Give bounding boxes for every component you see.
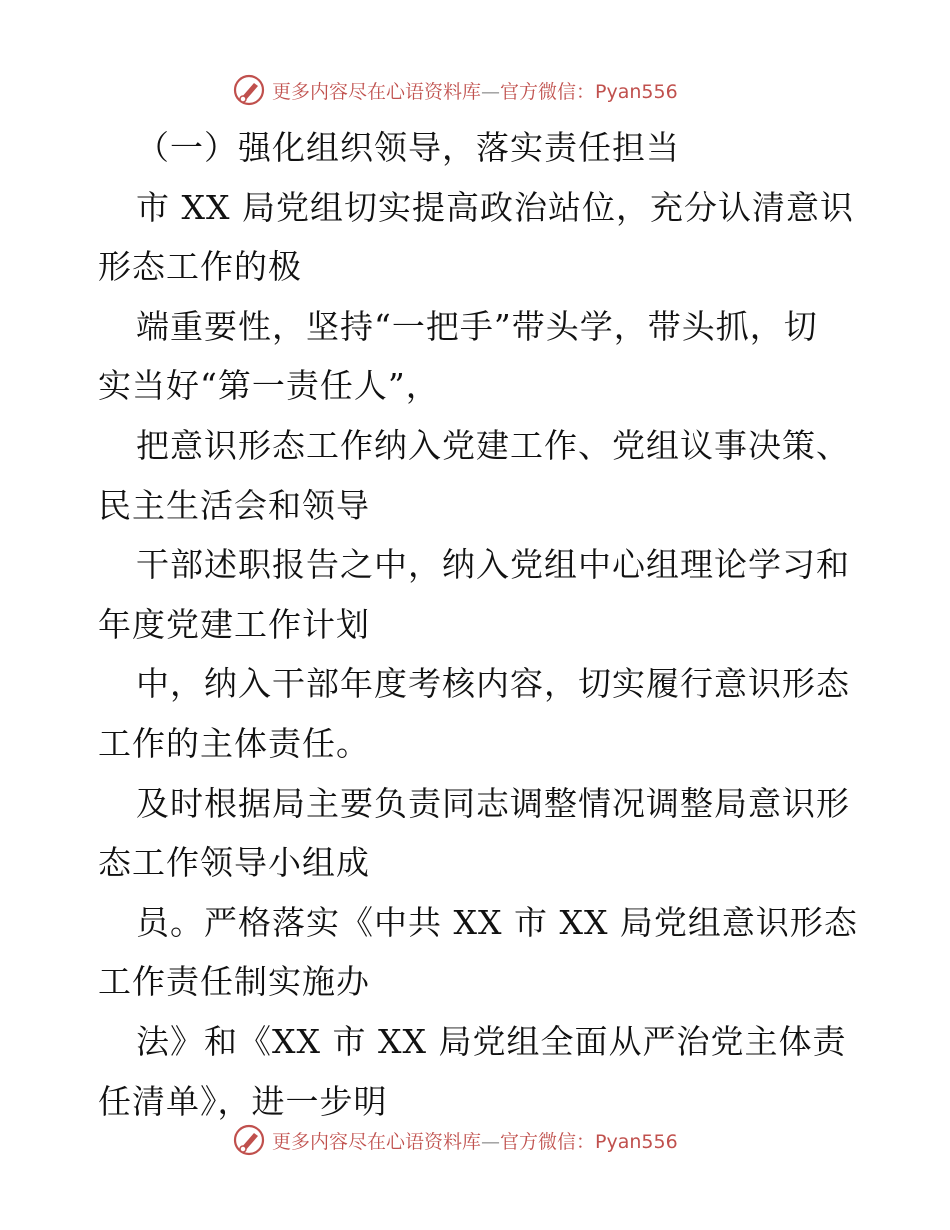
paragraph-line: 端重要性，坚持“一把手”带头学，带头抓，切 (136, 306, 818, 346)
paragraph-line: 形态工作的极 (98, 247, 302, 287)
watermark-text: 更多内容尽在心语资料库—官方微信：Pyan556 (272, 80, 678, 103)
paragraph-line: 态工作领导小组成 (98, 843, 370, 883)
paragraph-line: 法》和《XX 市 XX 局党组全面从严治党主体责 (136, 1021, 847, 1061)
paragraph-line: 年度党建工作计划 (98, 604, 370, 644)
paragraph-line: 民主生活会和领导 (98, 485, 370, 525)
pen-logo-icon (232, 1123, 266, 1157)
paragraph-line: 工作的主体责任。 (98, 723, 370, 763)
paragraph-line: 干部述职报告之中，纳入党组中心组理论学习和 (136, 545, 850, 585)
section-heading: （一）强化组织领导，落实责任担当 (136, 128, 680, 167)
paragraph-line: 中，纳入干部年度考核内容，切实履行意识形态 (136, 664, 850, 704)
paragraph-line: 市 XX 局党组切实提高政治站位，充分认清意识 (136, 187, 854, 227)
paragraph-line: 实当好“第一责任人”， (98, 366, 440, 406)
watermark-banner-bottom (232, 1120, 732, 1160)
document-body (98, 118, 858, 1131)
paragraph-line: 把意识形态工作纳入党建工作、党组议事决策、 (136, 425, 850, 465)
pen-logo-icon (232, 73, 266, 107)
watermark-banner-top (232, 70, 732, 110)
paragraph-line: 及时根据局主要负责同志调整情况调整局意识形 (136, 783, 850, 823)
paragraph-line: 任清单》，进一步明 (98, 1081, 388, 1121)
paragraph-line: 员。严格落实《中共 XX 市 XX 局党组意识形态 (136, 902, 858, 942)
paragraph-line: 工作责任制实施办 (98, 962, 370, 1002)
watermark-text: 更多内容尽在心语资料库—官方微信：Pyan556 (272, 1130, 678, 1153)
